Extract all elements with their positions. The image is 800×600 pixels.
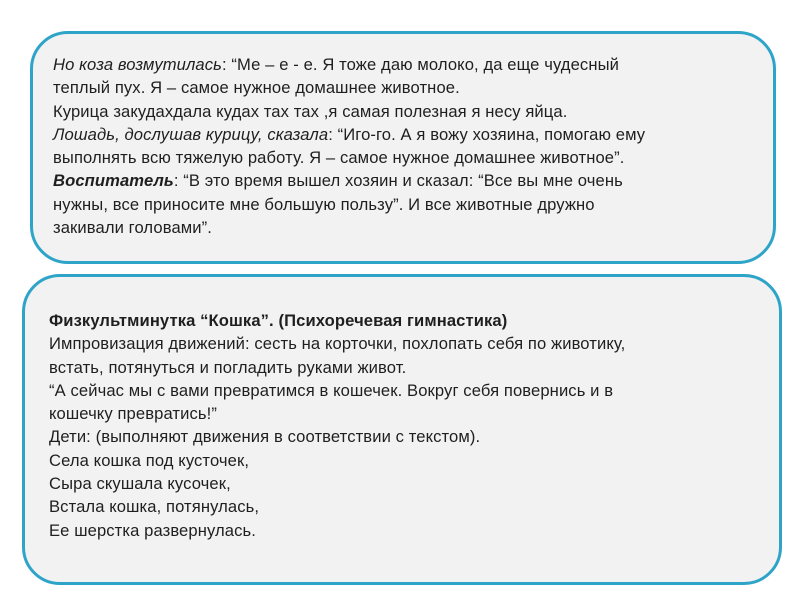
- story-line: нужны, все приносите мне большую пользу”. И все животные дружно: [53, 194, 595, 214]
- story-text: [53, 53, 743, 239]
- story-line: [53, 53, 743, 76]
- exercise-line: кошечку превратись!”: [49, 404, 217, 424]
- story-italic-horse: Лошадь, дослушав курицу, сказала: [53, 124, 329, 144]
- exercise-line: встать, потянуться и погладить руками живот.: [49, 357, 407, 377]
- exercise-text-box: [22, 274, 782, 585]
- story-line: Курица закудахдала кудах тах тах ,я самая полезная я несу яйца.: [53, 101, 568, 121]
- story-text-box: [30, 31, 776, 264]
- exercise-line: Импровизация движений: сесть на корточки, похлопать себя по животику,: [49, 334, 626, 354]
- story-line: выполнять всю тяжелую работу. Я – самое нужное домашнее животное”.: [53, 148, 625, 168]
- story-line: закивали головами”.: [53, 218, 213, 238]
- exercise-line: Ее шерстка развернулась.: [49, 520, 256, 540]
- exercise-line: Сыра скушала кусочек,: [49, 474, 231, 494]
- exercise-line: Села кошка под кусточек,: [49, 450, 250, 470]
- story-line-text: : “В это время вышел хозяин и сказал: “Все вы мне очень: [173, 171, 623, 191]
- story-italic-goat: Но коза возмутилась: [53, 55, 222, 74]
- exercise-title: Физкультминутка “Кошка”. (Психоречевая гимнастика): [49, 311, 508, 330]
- story-line-text: : “Ме – е - е. Я тоже даю молоко, да еще чудесный: [221, 55, 619, 74]
- exercise-line: Встала кошка, потянулась,: [49, 497, 260, 517]
- story-line: теплый пух. Я – самое нужное домашнее животное.: [53, 78, 460, 98]
- story-line-text: : “Иго-го. А я вожу хозяина, помогаю ему: [328, 124, 646, 144]
- story-speaker-teacher: Воспитатель: [53, 171, 174, 191]
- story-line: [53, 123, 743, 146]
- exercise-line: “А сейчас мы с вами превратимся в кошечек. Вокруг себя повернись и в: [49, 380, 614, 400]
- exercise-text: [49, 309, 749, 542]
- exercise-line: Дети: (выполняют движения в соответствии с текстом).: [49, 427, 481, 447]
- story-line: [53, 169, 743, 192]
